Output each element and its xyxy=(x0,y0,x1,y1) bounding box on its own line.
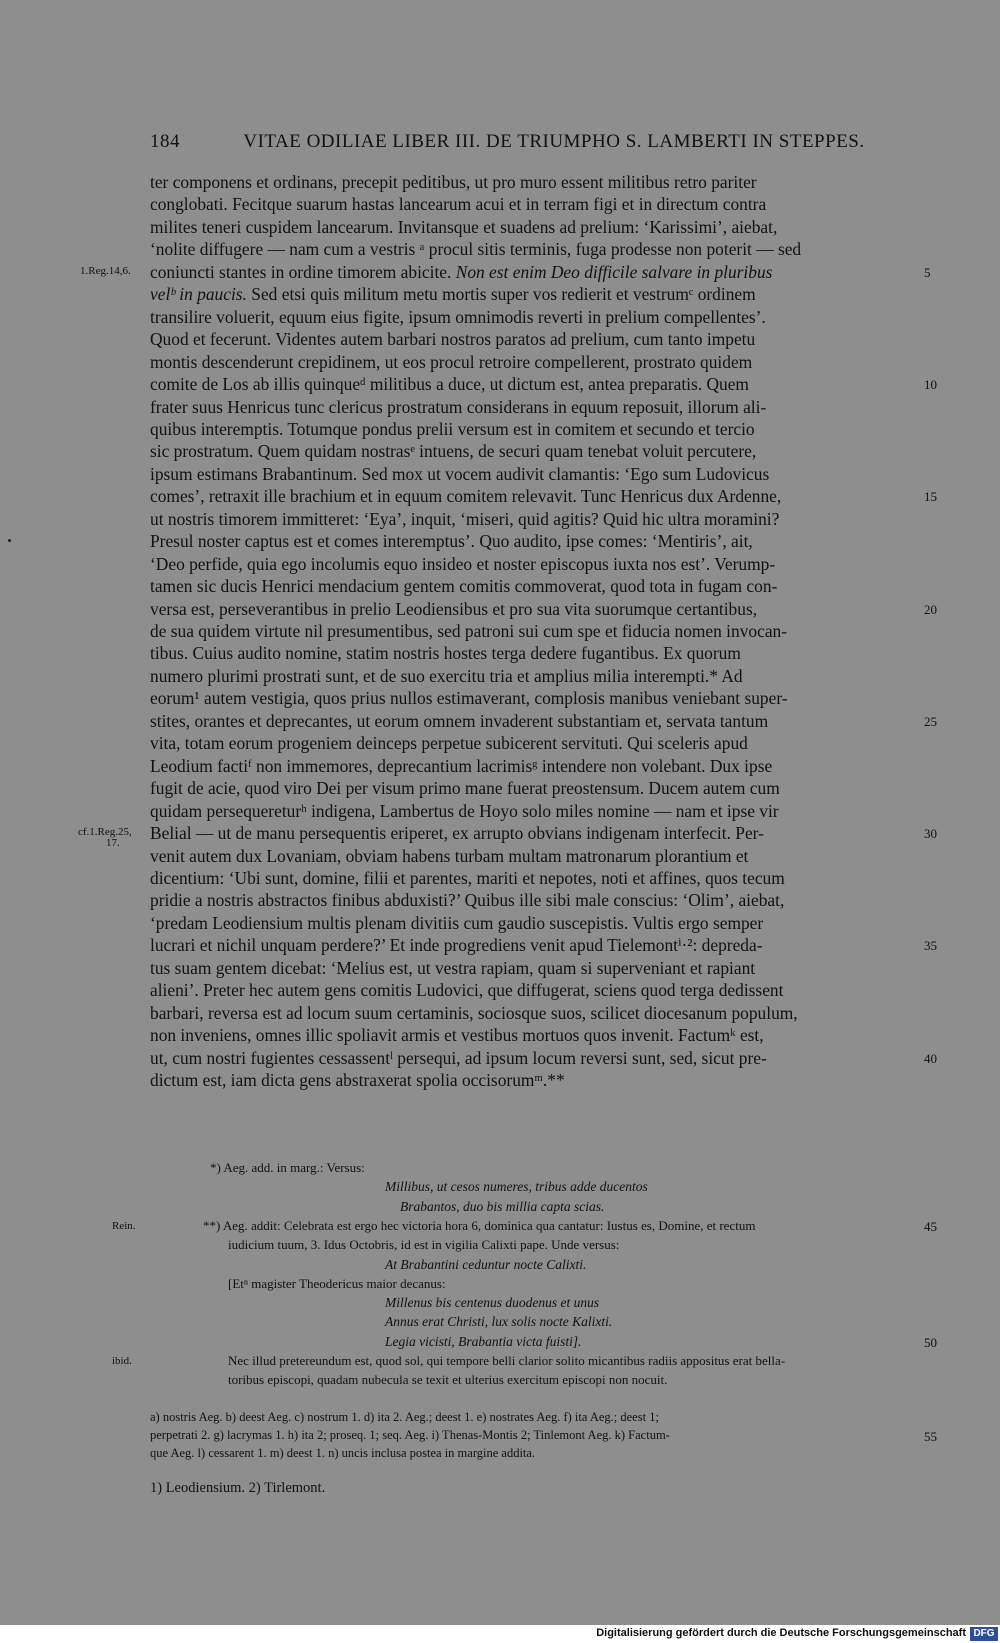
line-number: 40 xyxy=(924,1051,937,1066)
text-line: Quod et fecerunt. Videntes autem barbari nostros paratos ad prelium, cum tanto impetu xyxy=(150,329,756,349)
annotation-line: iudicium tuum, 3. Idus Octobris, id est in vigilia Calixti pape. Unde versus: xyxy=(228,1237,620,1252)
text-line: milites teneri cuspidem lancearum. Invitansque et suadens ad prelium: ‘Karissimi’, aiebat, xyxy=(150,217,778,237)
margin-reference: Rein. xyxy=(112,1220,136,1232)
running-title: VITAE ODILIAE LIBER III. DE TRIUMPHO S. LAMBERTI IN STEPPES. xyxy=(243,131,865,152)
text-line: ‘nolite diffugere — nam cum a vestris ᵃ procul sitis terminis, fuga prodesse non poterit — sed xyxy=(150,239,802,259)
text-line: tibus. Cuius audito nomine, statim nostris hostes terga dedere fugantibus. Ex quorum xyxy=(150,643,741,663)
numbered-notes: 1) Leodiensium. 2) Tirlemont. xyxy=(150,1480,326,1496)
text-line: comite de Los ab illis quinqueᵈ militibus a duce, ut dictum est, antea preparatis. Quem xyxy=(150,374,749,394)
text-line: lucrari et nichil unquam perdere?’ Et inde progrediens venit apud Tielemontⁱ·²: depreda- xyxy=(150,935,763,955)
variant-line: perpetrati 2. g) lacrymas 1. h) ita 2; proseq. 1; seq. Aeg. i) Thenas-Montis 2; Tinlemont Aeg. k) Factum- xyxy=(150,1428,670,1442)
text-line: de sua quidem virtute nil presumentibus, sed patroni sui cum spe et fiducia nomen invocan- xyxy=(150,621,788,641)
text-line: alieni’. Preter hec autem gens comitis Ludovici, que diffugerat, sciens quod terga dedissent xyxy=(150,980,784,1000)
text-line: ‘Deo perfide, quia ego incolumis equo insideo et noster episcopus iuxta nos est’. Verump- xyxy=(150,554,776,574)
text-line: Belial — ut de manu persequentis eriperet, ex arrupto obvians indigenam interfecit. Per- xyxy=(150,823,764,843)
annotation-line: *) Aeg. add. in marg.: Versus: xyxy=(210,1160,365,1175)
annotation-line: Legia vicisti, Brabantia victa fuisti]. xyxy=(385,1334,582,1349)
line-number: 25 xyxy=(924,714,937,729)
text-line: ut, cum nostri fugientes cessassentˡ persequi, ad ipsum locum reversi sunt, sed, sicut pre- xyxy=(150,1048,767,1068)
annotation-line: Brabantos, duo bis millia capta scias. xyxy=(400,1199,605,1214)
text-line: dicentium: ‘Ubi sunt, domine, filii et parentes, mariti et nepotes, noti et affines, quos tecum xyxy=(150,868,785,888)
text-line: non inveniens, omnes illic spoliavit armis et vestibus mortuos quos invenit. Factumᵏ est, xyxy=(150,1025,764,1045)
text-line: dictum est, iam dicta gens abstraxerat spolia occisorumᵐ.** xyxy=(150,1070,565,1090)
text-line: tamen sic ducis Henrici mendacium gentem comitis commoverat, quod tota in fugam con- xyxy=(150,576,778,596)
text-line: numero plurimi prostrati sunt, et de suo exercitu tria et amplius milia interempti.* Ad xyxy=(150,666,743,686)
annotation-line: Annus erat Christi, lux solis nocte Kalixti. xyxy=(385,1314,613,1329)
annotation-line: Millibus, ut cesos numeres, tribus adde ducentos xyxy=(385,1179,648,1194)
text-line: barbari, reversa est ad locum suum certaminis, sociosque suos, scilicet diocesanum populum, xyxy=(150,1003,798,1023)
line-number: 35 xyxy=(924,938,937,953)
text-line: transilire voluerit, equum eius figite, ipsum omnimodis reverti in prelium compellentes’. xyxy=(150,307,766,327)
text-line: tus suam gentem dicebat: ‘Melius est, ut vestra rapiam, quam si superveniant et rapiant xyxy=(150,958,756,978)
line-number: 5 xyxy=(924,265,931,280)
line-number: 30 xyxy=(924,826,937,841)
text-line: versa est, perseverantibus in prelio Leodiensibus et pro sua vita suorumque certantibus, xyxy=(150,599,758,619)
footer-bar xyxy=(0,1625,1000,1643)
annotation-line: Millenus bis centenus duodenus et unus xyxy=(385,1295,600,1310)
margin-reference: 17. xyxy=(106,837,120,849)
text-line: eorum¹ autem vestigia, quos prius nullos estimaverant, complosis manibus veniebant super- xyxy=(150,688,788,708)
text-line: Presul noster captus est et comes interemptus’. Quo audito, ipse comes: ‘Mentiris’, ait, xyxy=(150,531,753,551)
margin-reference: 1.Reg.14,6. xyxy=(80,265,131,277)
line-number: 50 xyxy=(924,1335,937,1350)
text-line: quidam persequereturʰ indigena, Lambertus de Hoyo solo miles nomine — nam et ipse vir xyxy=(150,801,779,821)
annotation-line: At Brabantini ceduntur nocte Calixti. xyxy=(385,1257,587,1272)
line-number: 15 xyxy=(924,489,937,504)
text-line: quibus interemptis. Totumque pondus prelii versum est in comitem et secundo et tercio xyxy=(150,419,755,439)
footer-credit: Digitalisierung gefördert durch die Deutsche Forschungsgemeinschaft xyxy=(596,1627,966,1639)
page-number: 184 xyxy=(150,131,180,152)
line-number: 20 xyxy=(924,602,937,617)
annotation-line: Nec illud pretereundum est, quod sol, qui tempore belli clarior solito micantibus radiis appositus erat bella- xyxy=(228,1353,786,1368)
text-line: venit autem dux Lovaniam, obviam habens turbam multam matronarum plorantium et xyxy=(150,846,749,866)
text-line: Leodium factiᶠ non immemores, deprecantium lacrimisᵍ intendere non volebant. Dux ipse xyxy=(150,756,773,776)
text-line: montis descenderunt crepidinem, ut eos procul retroire compellerent, prostrato quidem xyxy=(150,352,753,372)
annotation-line: **) Aeg. addit: Celebrata est ergo hec victoria hora 6, dominica qua cantatur: Iustus es, Domine, et rectum xyxy=(203,1218,756,1233)
running-header xyxy=(150,131,910,153)
text-line: comes’, retraxit ille brachium et in equum comitem relevavit. Tunc Henricus dux Ardenne, xyxy=(150,486,782,506)
text-line: coniuncti stantes in ordine timorem abicite. Non est enim Deo difficile salvare in pluribus xyxy=(150,262,773,282)
text-line: stites, orantes et deprecantes, ut eorum omnem invaderent substantiam et, servata tantum xyxy=(150,711,769,731)
line-number: 45 xyxy=(924,1219,937,1234)
text-line: pridie a nostris abstractos finibus abduxisti?’ Quibus ille sibi male conscius: ‘Olim’, aiebat, xyxy=(150,890,785,910)
annotation-line: toribus episcopi, quadam nubecula se texit et ulterius exercitum episcopi non nocuit. xyxy=(228,1372,668,1387)
text-line: sic prostratum. Quem quidam nostrasᵉ intuens, de securi quam tenebat voluit percutere, xyxy=(150,441,757,461)
text-line: ut nostris timorem immitteret: ‘Eya’, inquit, ‘miseri, quid agitis? Quid hic ultra moramini? xyxy=(150,509,780,529)
line-number: 55 xyxy=(924,1429,937,1444)
text-line: fugit de acie, quod viro Dei per visum primo mane fuerat preostensum. Ducem autem cum xyxy=(150,778,780,798)
text-line: vita, totam eorum progeniem deinceps perpetue subicerent servituti. Qui sceleris apud xyxy=(150,733,748,753)
annotation-line: [Etⁿ magister Theodericus maior decanus: xyxy=(228,1276,446,1291)
line-number: 10 xyxy=(924,377,937,392)
margin-reference: cf.1.Reg.25, xyxy=(78,826,132,838)
text-line: conglobati. Fecitque suarum hastas lancearum acui et in terram figi et in directum contra xyxy=(150,194,767,214)
text-line: velᵇ in paucis. Sed etsi quis militum metu mortis super vos redierit et vestrumᶜ ordinem xyxy=(150,284,756,304)
text-line: ‘predam Leodiensium multis plenam divitiis cum gaudio suscepistis. Vultis ergo semper xyxy=(150,913,764,933)
variant-line: que Aeg. l) cessarent 1. m) deest 1. n) uncis inclusa postea in margine addita. xyxy=(150,1446,536,1460)
scan-speck xyxy=(8,539,11,542)
dfg-logo: DFG xyxy=(970,1627,998,1641)
text-line: ipsum estimans Brabantinum. Sed mox ut vocem audivit clamantis: ‘Ego sum Ludovicus xyxy=(150,464,770,484)
margin-reference: ibid. xyxy=(112,1355,132,1367)
text-line: frater suus Henricus tunc clericus prostratum considerans in equum reposuit, illorum ali- xyxy=(150,397,767,417)
text-line: ter componens et ordinans, precepit peditibus, ut pro muro essent militibus retro pariter xyxy=(150,172,757,192)
variant-line: a) nostris Aeg. b) deest Aeg. c) nostrum 1. d) ita 2. Aeg.; deest 1. e) nostrates Aeg. f) ita Aeg.; deest 1; xyxy=(150,1410,659,1424)
